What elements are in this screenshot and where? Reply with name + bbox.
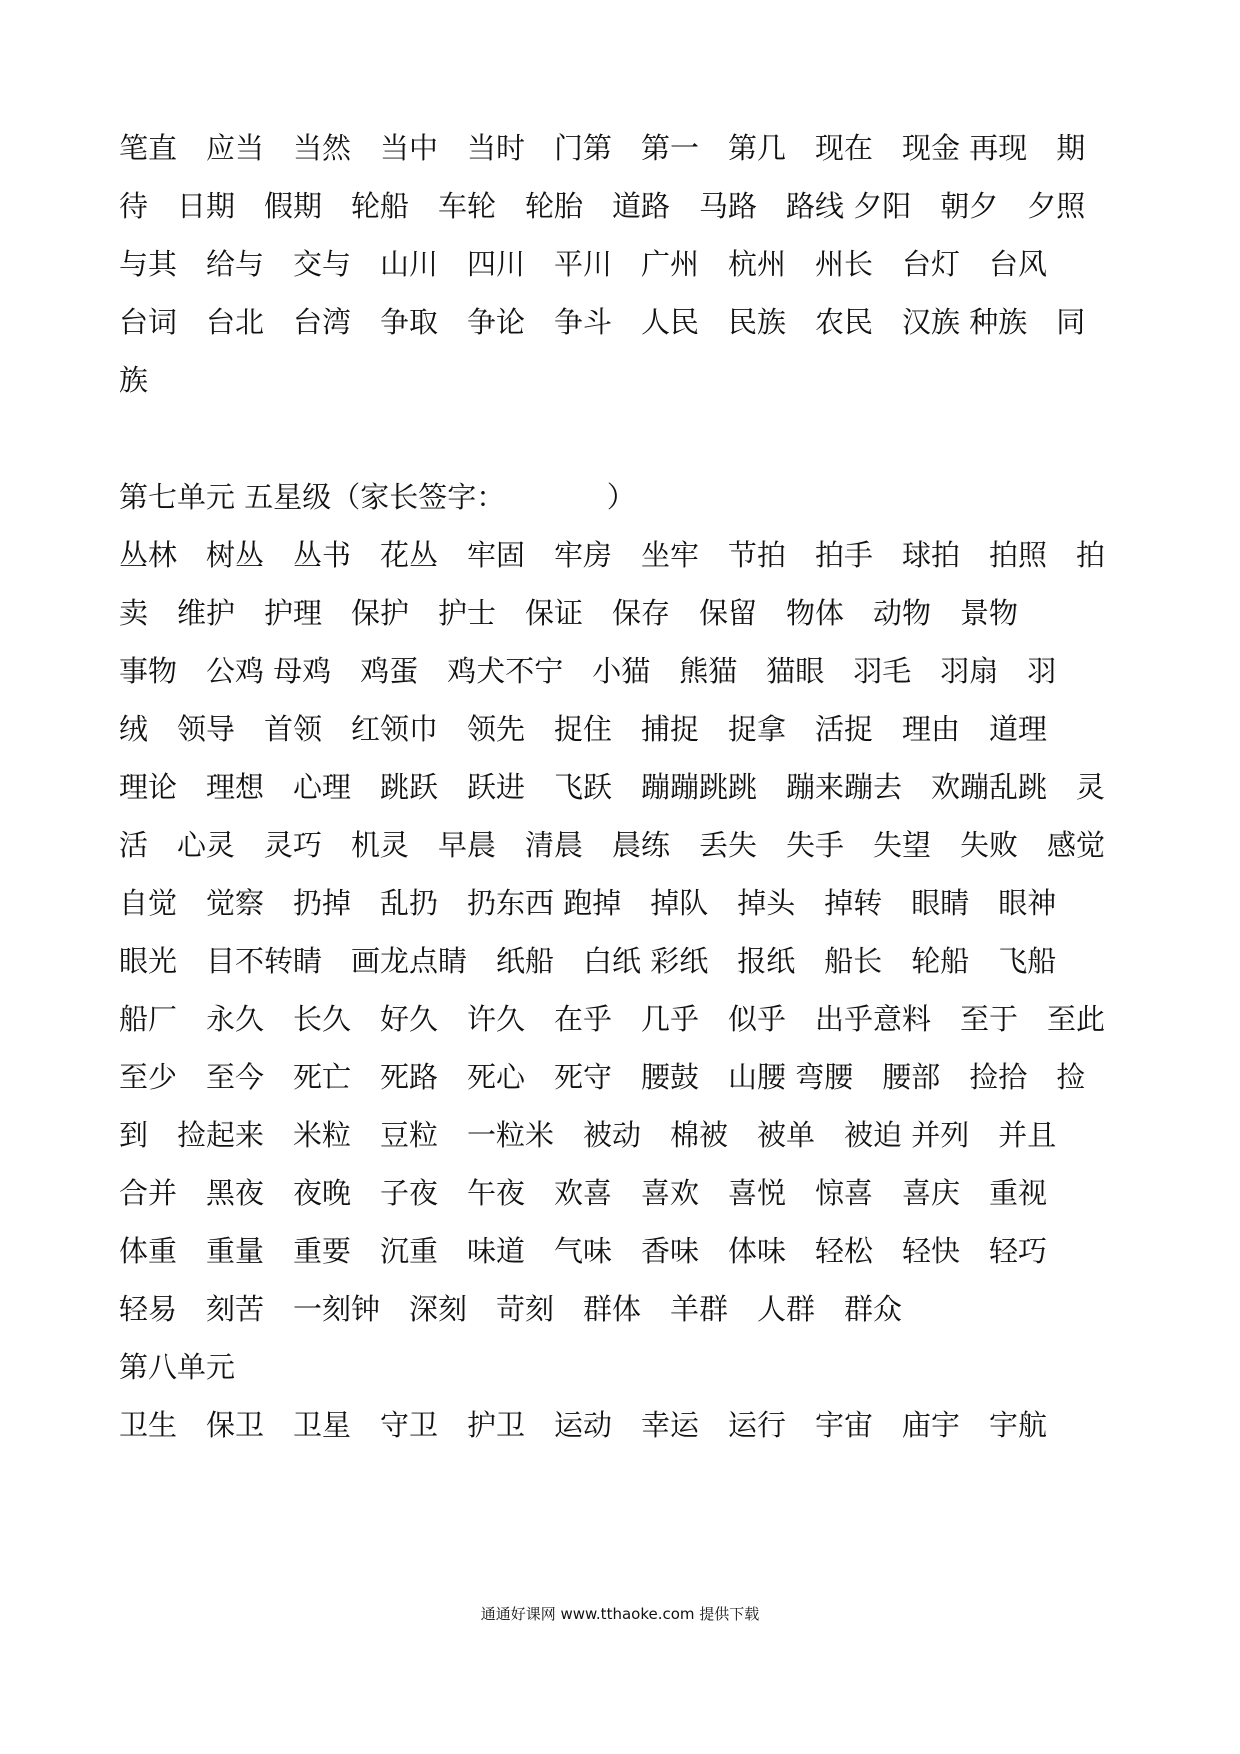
section-heading: 第七单元 五星级（家长签字： ） (119, 480, 636, 514)
text-line: 绒 领导 首领 红领巾 领先 捉住 捕捉 捉拿 活捉 理由 道理 (119, 712, 1048, 746)
text-line: 丛林 树丛 丛书 花丛 牢固 牢房 坐牢 节拍 拍手 球拍 拍照 拍 (119, 538, 1106, 572)
text-line: 自觉 觉察 扔掉 乱扔 扔东西 跑掉 掉队 掉头 掉转 眼睛 眼神 (119, 886, 1057, 920)
text-line: 事物 公鸡 母鸡 鸡蛋 鸡犬不宁 小猫 熊猫 猫眼 羽毛 羽扇 羽 (119, 654, 1057, 688)
text-line: 到 捡起来 米粒 豆粒 一粒米 被动 棉被 被单 被迫 并列 并且 (119, 1118, 1057, 1152)
text-line: 族 (119, 363, 149, 397)
text-line: 船厂 永久 长久 好久 许久 在乎 几乎 似乎 出乎意料 至于 至此 (119, 1002, 1106, 1036)
text-line: 笔直 应当 当然 当中 当时 门第 第一 第几 现在 现金 再现 期 (119, 131, 1086, 165)
text-line: 卫生 保卫 卫星 守卫 护卫 运动 幸运 运行 宇宙 庙宇 宇航 (119, 1408, 1048, 1442)
text-line: 活 心灵 灵巧 机灵 早晨 清晨 晨练 丢失 失手 失望 失败 感觉 (119, 828, 1106, 862)
text-line: 卖 维护 护理 保护 护士 保证 保存 保留 物体 动物 景物 (119, 596, 1019, 630)
text-line: 轻易 刻苦 一刻钟 深刻 苛刻 群体 羊群 人群 群众 (119, 1292, 903, 1326)
section-heading: 第八单元 (119, 1350, 236, 1384)
text-line: 眼光 目不转睛 画龙点睛 纸船 白纸 彩纸 报纸 船长 轮船 飞船 (119, 944, 1057, 978)
text-line: 台词 台北 台湾 争取 争论 争斗 人民 民族 农民 汉族 种族 同 (119, 305, 1086, 339)
text-line: 与其 给与 交与 山川 四川 平川 广州 杭州 州长 台灯 台风 (119, 247, 1048, 281)
text-line: 理论 理想 心理 跳跃 跃进 飞跃 蹦蹦跳跳 蹦来蹦去 欢蹦乱跳 灵 (119, 770, 1106, 804)
text-line: 至少 至今 死亡 死路 死心 死守 腰鼓 山腰 弯腰 腰部 捡拾 捡 (119, 1060, 1086, 1094)
page-footer: 通通好课网 www.tthaoke.com 提供下载 (480, 1605, 760, 1623)
text-line: 合并 黑夜 夜晚 子夜 午夜 欢喜 喜欢 喜悦 惊喜 喜庆 重视 (119, 1176, 1048, 1210)
text-line: 待 日期 假期 轮船 车轮 轮胎 道路 马路 路线 夕阳 朝夕 夕照 (119, 189, 1086, 223)
text-line: 体重 重量 重要 沉重 味道 气味 香味 体味 轻松 轻快 轻巧 (119, 1234, 1048, 1268)
